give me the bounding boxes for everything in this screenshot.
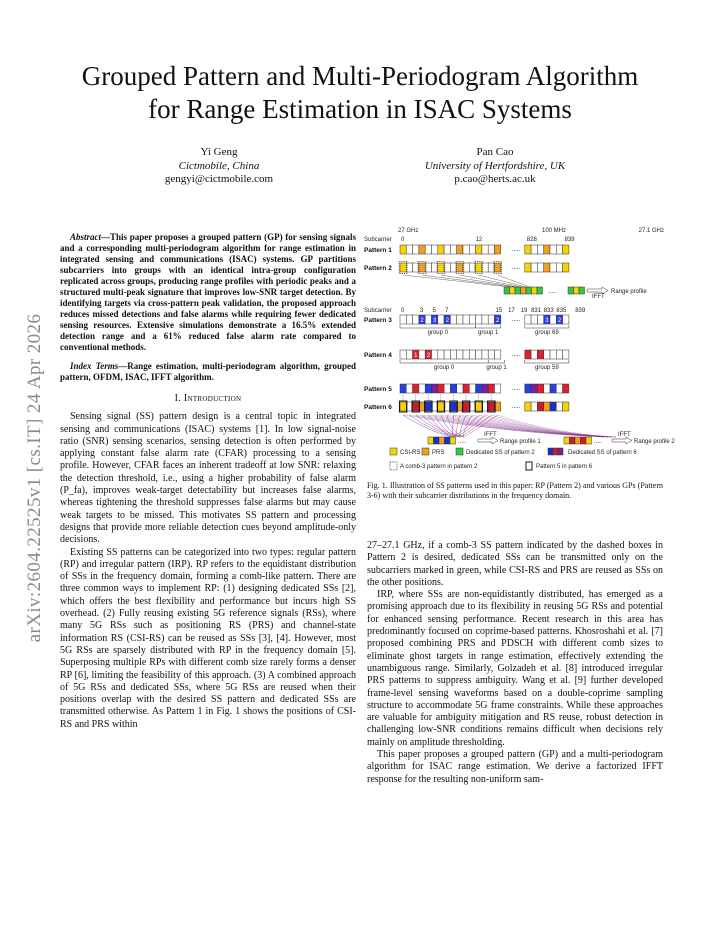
- pattern-2-compressed-cell: [510, 287, 516, 294]
- subcarrier-index: 0: [401, 237, 405, 243]
- subcarrier-index: 19: [520, 308, 528, 314]
- pattern-5-cell: [438, 384, 444, 393]
- group-number-label: 3: [545, 318, 549, 324]
- pattern-3-cell: [450, 315, 456, 324]
- subcarrier-index: 833: [543, 308, 554, 314]
- pattern-3-cell: [406, 315, 412, 324]
- author-name: Pan Cao: [476, 146, 514, 158]
- pattern-3-cell: [438, 315, 444, 324]
- pattern-4-cell: [400, 350, 406, 359]
- freq-end-label: 27.1 GHz: [638, 228, 664, 234]
- pattern-2-cell: [457, 263, 463, 272]
- pattern-5-label: Pattern 5: [364, 386, 392, 393]
- legend-prs-swatch: [422, 448, 429, 455]
- pattern-2-cell: [544, 263, 550, 272]
- pattern-1-cell: [482, 245, 488, 254]
- pattern-2-cell: [531, 263, 537, 272]
- pattern-1-cell: [450, 245, 456, 254]
- legend-dedicated-p2-swatch: [456, 448, 463, 455]
- group-0-label: group 0: [433, 365, 455, 371]
- pattern-4-cell: [556, 350, 562, 359]
- ellipsis-label: .....: [548, 289, 557, 295]
- subcarrier-index: 839: [575, 308, 586, 314]
- group-number-label: 3: [508, 318, 512, 324]
- pattern-6-cell: [413, 402, 419, 411]
- pattern-1-cell: [525, 245, 531, 254]
- ellipsis-label: .....: [511, 386, 521, 392]
- pattern-6-cell: [556, 402, 562, 411]
- pattern-2-cell: [525, 263, 531, 272]
- pattern-4-cell: [476, 350, 482, 359]
- pattern-1-cell: [550, 245, 556, 254]
- group-0-bracket: [400, 360, 488, 363]
- index-terms-lead: Index Terms: [70, 361, 119, 371]
- pattern-5-cell: [531, 384, 537, 393]
- group-number-label: 2: [420, 318, 424, 324]
- group-59-label: group 59: [535, 365, 559, 371]
- pattern-5-cell: [482, 384, 488, 393]
- pattern-4-cell: [444, 350, 450, 359]
- arxiv-stamp-text: arXiv:2604.22525v1 [cs.IT] 24 Apr 2026: [24, 313, 45, 643]
- figure-caption: Fig. 1. Illustration of SS patterns used in this paper: RP (Pattern 2) and various GPs (Pattern 3-6) with their subcarrier distributions in the frequency domain.: [367, 481, 663, 500]
- pattern-3-label: Pattern 3: [364, 317, 392, 324]
- pattern-6-cell: [463, 402, 469, 411]
- pattern-1-cell: [544, 245, 550, 254]
- intro-paragraph-2: Existing SS patterns can be categorized into two types: regular pattern (RP) and irregular pattern (IRP). RP refers to the equidistant distribution of SSs in the frequency domain, forming a comb-like pattern. There are three common ways to implement RP: (1) designing dedicated SSs [2], which offers the best flexibility and performance but incurs high SS overhead. (2) Fully reusing existing 5G reference signals (RSs), where many 5G RSs such as positioning RS (PRS) and channel-state information RS (CSI-RS) can be reused as SSs [3], [4]. However, most 5G RSs are sparsely distributed with RP in the frequency domain [5]. Superposing multiple RPs with different comb size rarely forms a denser RP [6], limiting the feasibility of this approach. (3) A combined approach of 5G RSs and dedicated SSs, where 5G RSs are reused when their positions overlap with the desired SS pattern and dedicated SSs are transmitted otherwise. As Pattern 1 in Fig. 1 shows the positions of CSI-RS and PRS within: [60, 546, 356, 730]
- pattern-5-cell: [563, 384, 569, 393]
- pattern-3-cell: [463, 315, 469, 324]
- range-profile-1-cell: [445, 437, 451, 444]
- pattern-6-cell: [400, 402, 406, 411]
- figure-1: [364, 226, 675, 488]
- pattern-6-cell: [544, 402, 550, 411]
- pattern-3-cell: [537, 315, 543, 324]
- pattern-3-cell: [488, 315, 494, 324]
- pattern-4-cell: [488, 350, 494, 359]
- pattern-1-cell: [432, 245, 438, 254]
- mapping-arc: [460, 415, 608, 437]
- range-profile-2-cell: [570, 437, 576, 444]
- pattern-5-cell: [469, 384, 475, 393]
- pattern-5-cell: [457, 384, 463, 393]
- group-1-label: group 1: [478, 330, 499, 336]
- group-number-label: 3: [433, 318, 437, 324]
- pattern-1-cell: [537, 245, 543, 254]
- legend-dedicated-p6-blue-swatch: [548, 448, 553, 455]
- subcarrier-index: 0: [401, 308, 405, 314]
- legend-csi-rs-swatch: [390, 448, 397, 455]
- legend-comb3-label: A comb-3 pattern in pattern 2: [400, 464, 478, 470]
- mapping-arc: [441, 415, 612, 437]
- pattern-5-cell: [432, 384, 438, 393]
- pattern-6-cell: [438, 402, 444, 411]
- pattern-4-cell: [419, 350, 425, 359]
- range-profile-1-cell: [428, 437, 434, 444]
- legend-pattern5-in-6-swatch: [526, 462, 532, 470]
- pattern-2-compressed-cell: [537, 287, 543, 294]
- subcarrier-index: 835: [556, 308, 567, 314]
- ellipsis-label: .....: [511, 404, 521, 410]
- funnel-line: [403, 275, 510, 287]
- group-1-bracket: [488, 360, 505, 363]
- pattern-5-cell: [476, 384, 482, 393]
- pattern-2-cell: [438, 263, 444, 272]
- left-column: [60, 232, 356, 731]
- ellipsis-label: .....: [511, 265, 521, 271]
- pattern-5-cell: [544, 384, 550, 393]
- legend-csi-rs-label: CSI-RS: [400, 450, 421, 456]
- ifft-label: IFFT: [592, 294, 605, 300]
- pattern-6-cell: [488, 402, 494, 411]
- funnel-line: [422, 275, 514, 287]
- range-profile-label: Range profile: [611, 289, 647, 295]
- arxiv-stamp: [14, 268, 56, 688]
- group-number-label: 2: [532, 318, 536, 324]
- pattern-6-cell: [550, 402, 556, 411]
- pattern-4-cell: [537, 350, 543, 359]
- pattern-4-cell: [432, 350, 438, 359]
- pattern-2-compressed-cell: [568, 287, 574, 294]
- index-terms-text: —Range estimation, multi-periodogram algorithm, grouped pattern, OFDM, ISAC, IFFT algorithm.: [60, 361, 356, 382]
- pattern-3-cell: [469, 315, 475, 324]
- legend-pattern5-in-6-label: Pattern 5 in pattern 6: [536, 464, 593, 470]
- author-affiliation: University of Hertfordshire, UK: [424, 159, 566, 172]
- right-column: [367, 540, 663, 786]
- pattern-2-cell: [556, 263, 562, 272]
- title-line-2: for Range Estimation in ISAC Systems: [148, 94, 572, 124]
- pattern-3-cell: [476, 315, 482, 324]
- subcarrier-index: 831: [531, 308, 542, 314]
- group-number-label: 1: [532, 353, 536, 359]
- pattern-1-cell: [476, 245, 482, 254]
- right-paragraph-3: This paper proposes a grouped pattern (GP) and a multi-periodogram algorithm for ISAC range estimation. We derive a factorized IFFT response for the resulting non-uniform sam-: [367, 749, 663, 785]
- pattern-1-cell: [400, 245, 406, 254]
- ellipsis-label: .....: [511, 317, 521, 323]
- pattern-5-cell: [425, 384, 431, 393]
- legend-dedicated-p6-purple-swatch: [558, 448, 563, 455]
- range-profile-2-cell: [586, 437, 592, 444]
- pattern-4-cell: [495, 350, 501, 359]
- subcarrier-index: 12: [475, 237, 483, 243]
- pattern-3-cell: [525, 315, 531, 324]
- group-number-label: 2: [557, 318, 562, 324]
- ifft-label: IFFT: [484, 432, 497, 438]
- group-1-bracket: [476, 325, 501, 328]
- pattern-4-cell: [450, 350, 456, 359]
- legend-dedicated-p6-red-swatch: [553, 448, 558, 455]
- pattern-2-cell: [400, 263, 406, 272]
- pattern-3-cell: [563, 315, 569, 324]
- pattern-6-label: Pattern 6: [364, 404, 392, 411]
- subcarrier-index: 7: [445, 308, 449, 314]
- subcarrier-index: 828: [526, 237, 537, 243]
- pattern-2-cell: [419, 263, 425, 272]
- pattern-4-cell: [457, 350, 463, 359]
- right-paragraph-1: 27–27.1 GHz, if a comb-3 SS pattern indicated by the dashed boxes in Pattern 2 is desired, dedicated SSs can be transmitted only on the subcarriers marked in green, while CSI-RS and PRS are reused as SSs on the other positions.: [367, 540, 663, 588]
- pattern-1-cell: [488, 245, 494, 254]
- pattern-1-cell: [413, 245, 419, 254]
- pattern-5-cell: [419, 384, 425, 393]
- group-number-label: 2: [426, 353, 431, 359]
- author-affiliation: Cictmobile, China: [178, 159, 260, 172]
- freq-mid-label: 100 MHz: [542, 228, 567, 234]
- ellipsis-label: .....: [594, 439, 603, 445]
- ifft-arrow-icon: [478, 437, 498, 444]
- pattern-4-cell: [463, 350, 469, 359]
- pattern-2-cell: [476, 263, 482, 272]
- subcarrier-index: 3: [419, 308, 424, 314]
- pattern-6-cell: [537, 402, 543, 411]
- abstract-text: —This paper proposes a grouped pattern (GP) for sensing signals and a corresponding multi-periodogram algorithm for range estimation in integrated sensing and communications (ISAC) systems. GP partitions subcarriers into groups with an identical intra-group configuration replicated across groups, producing range profiles with periodic peaks and a structured multi-peak signature that improves low-SNR target detection. By identifying targets via cross-pattern peak validation, the proposed approach reduces missed detections and false alarms while requiring fewer dedicated sensing resources. Extensive simulations demonstrate a 16.5% extended detection range and a 61% reduced false alarm rate compared to conventional methods.: [60, 232, 356, 352]
- abstract: [60, 232, 356, 353]
- abstract-lead: Abstract: [70, 232, 102, 242]
- range-profile-1-label: Range profile 1: [500, 439, 541, 445]
- pattern-2-compressed-cell: [579, 287, 585, 294]
- pattern-5-cell: [525, 384, 531, 393]
- pattern-2-label: Pattern 2: [364, 265, 392, 272]
- pattern-2-compressed-cell: [515, 287, 521, 294]
- pattern-2-compressed-cell: [526, 287, 532, 294]
- pattern-5-cell: [556, 384, 562, 393]
- pattern-3-cell: [425, 315, 431, 324]
- group-59-bracket: [525, 360, 569, 363]
- pattern-1-cell: [469, 245, 475, 254]
- subcarrier-index: 15: [495, 308, 503, 314]
- pattern-6-cell: [563, 402, 569, 411]
- pattern-5-cell: [537, 384, 543, 393]
- paper-title: [60, 60, 660, 126]
- figure-1-diagram: [364, 226, 675, 488]
- pattern-1-cell: [425, 245, 431, 254]
- pattern-1-cell: [457, 245, 463, 254]
- pattern-3-cell: [413, 315, 419, 324]
- index-terms: [60, 361, 356, 383]
- group-number-label: 2: [496, 318, 500, 324]
- subcarrier-index: 17: [508, 308, 515, 314]
- pattern-5-cell: [495, 384, 501, 393]
- pattern-2-compressed-cell: [504, 287, 510, 294]
- pattern-1-cell: [406, 245, 412, 254]
- pattern-5-cell: [550, 384, 556, 393]
- pattern-2-compressed-cell: [532, 287, 538, 294]
- mapping-arc: [479, 415, 604, 437]
- range-profile-2-cell: [581, 437, 587, 444]
- author-block-1: [94, 146, 344, 187]
- range-profile-2-label: Range profile 2: [634, 439, 675, 445]
- pattern-6-cell: [525, 402, 531, 411]
- group-69-label: group 69: [535, 330, 559, 336]
- group-number-label: 2: [545, 353, 549, 359]
- title-line-1: Grouped Pattern and Multi-Periodogram Algorithm: [81, 61, 639, 91]
- ifft-label: IFFT: [618, 432, 631, 438]
- pattern-5-cell: [406, 384, 412, 393]
- author-email[interactable]: gengyi@cictmobile.com: [164, 173, 274, 185]
- ellipsis-label: .....: [511, 352, 521, 358]
- pattern-4-cell: [482, 350, 488, 359]
- pattern-4-cell: [438, 350, 444, 359]
- pattern-2-cell: [563, 263, 569, 272]
- subcarrier-index: 5: [432, 308, 436, 314]
- pattern-3-cell: [550, 315, 556, 324]
- pattern-4-cell: [550, 350, 556, 359]
- pattern-1-label: Pattern 1: [364, 247, 392, 254]
- pattern-5-cell: [444, 384, 450, 393]
- ifft-arrow-icon: [612, 437, 632, 444]
- pattern-1-cell: [438, 245, 444, 254]
- pattern-5-cell: [450, 384, 456, 393]
- pattern-1-cell: [563, 245, 569, 254]
- range-profile-1-cell: [434, 437, 440, 444]
- pattern-1-cell: [463, 245, 469, 254]
- pattern-5-cell: [488, 384, 494, 393]
- right-paragraph-2: IRP, where SSs are non-equidistantly distributed, has emerged as a promising approach due to its flexibility in reusing 5G RSs and potential for enhanced sensing performance. Recent research in this area has predominantly focused on coprime-based patterns. Khosroshahi et al. [7] proposed combining PRS and PDSCH with different comb sizes to eliminate ghost targets in range estimation, effectively extending the unambiguous range. Similarly, Golzadeh et al. [8] introduced irregular PRS patterns to suppress ambiguity. Wang et al. [9] further developed frame-level sensing waveforms based on a double-coprime sampling structure to accommodate 5G frame constraints. While these approaches are valuable for ambiguity mitigation and RS reuse, robust detection in challenging low-SNR conditions remains difficult when decisions rely mainly on amplitude thresholding.: [367, 589, 663, 748]
- ellipsis-label: .....: [511, 247, 521, 253]
- pattern-4-cell: [406, 350, 412, 359]
- legend-dedicated-p2-label: Dedicated SS of pattern 2: [466, 450, 535, 456]
- pattern-2-compressed-cell: [574, 287, 580, 294]
- group-69-bracket: [525, 325, 569, 328]
- pattern-6-cell: [531, 402, 537, 411]
- legend-dedicated-p6-label: Dedicated SS of pattern 6: [568, 450, 637, 456]
- pattern-1-cell: [556, 245, 562, 254]
- pattern-1-cell: [444, 245, 450, 254]
- range-profile-1-cell: [450, 437, 456, 444]
- subcarrier-label: Subcarrier: [364, 237, 392, 243]
- intro-paragraph-1: Sensing signal (SS) pattern design is a central topic in integrated sensing and communications (ISAC) systems [1]. In low signal-noise ratio (SNR) sensing scenarios, sensing detection is often performed by applying constant false alarm rate (CFAR) processing to a sensing profile. However, CFAR faces an inherent tradeoff at low SNR: relaxing the detection threshold, i.e., using a higher probability of false alarm (P_fa), improves weak-target detectability but increases false alarms, whereas tightening the threshold suppresses false alarms but may cause weak targets to be missed. This motivates SS pattern and processing designs that provide more reliable detection cues beyond amplitude-only decisions.: [60, 411, 356, 546]
- section-heading: I. Introduction: [174, 393, 242, 404]
- pattern-2-cell: [495, 263, 501, 272]
- group-0-bracket: [400, 325, 476, 328]
- pattern-2-cell: [537, 263, 543, 272]
- group-number-label: 1: [414, 353, 418, 359]
- group-1-label: group 1: [486, 365, 507, 371]
- ifft-arrow-icon: [587, 287, 608, 294]
- author-email[interactable]: p.cao@herts.ac.uk: [454, 173, 536, 185]
- pattern-3-cell: [400, 315, 406, 324]
- pattern-1-cell: [531, 245, 537, 254]
- group-number-label: 2: [445, 318, 449, 324]
- pattern-4-cell: [469, 350, 475, 359]
- legend-comb3-swatch: [390, 462, 397, 470]
- pattern-5-cell: [463, 384, 469, 393]
- pattern-4-cell: [525, 350, 531, 359]
- ellipsis-label: .....: [458, 439, 467, 445]
- range-profile-2-cell: [575, 437, 581, 444]
- pattern-5-cell: [413, 384, 419, 393]
- range-profile-1-cell: [439, 437, 445, 444]
- range-profile-2-cell: [564, 437, 570, 444]
- pattern-2-cell: [550, 263, 556, 272]
- pattern-2-compressed-cell: [521, 287, 527, 294]
- pattern-4-label: Pattern 4: [364, 352, 392, 359]
- funnel-line: [441, 275, 518, 287]
- pattern-3-cell: [482, 315, 488, 324]
- pattern-1-cell: [495, 245, 501, 254]
- subcarrier-index: 839: [564, 237, 575, 243]
- pattern-3-cell: [457, 315, 463, 324]
- pattern-6-cell: [450, 402, 456, 411]
- pattern-6-cell: [425, 402, 431, 411]
- pattern-1-cell: [419, 245, 425, 254]
- freq-start-label: 27 GHz: [398, 228, 419, 234]
- author-name: Yi Geng: [200, 146, 238, 158]
- pattern-4-cell: [563, 350, 569, 359]
- pattern-5-cell: [400, 384, 406, 393]
- subcarrier-label: Subcarrier: [364, 308, 392, 314]
- author-block-2: [370, 146, 620, 187]
- pattern-6-cell: [476, 402, 482, 411]
- legend-prs-label: PRS: [432, 450, 445, 456]
- group-0-label: group 0: [427, 330, 448, 336]
